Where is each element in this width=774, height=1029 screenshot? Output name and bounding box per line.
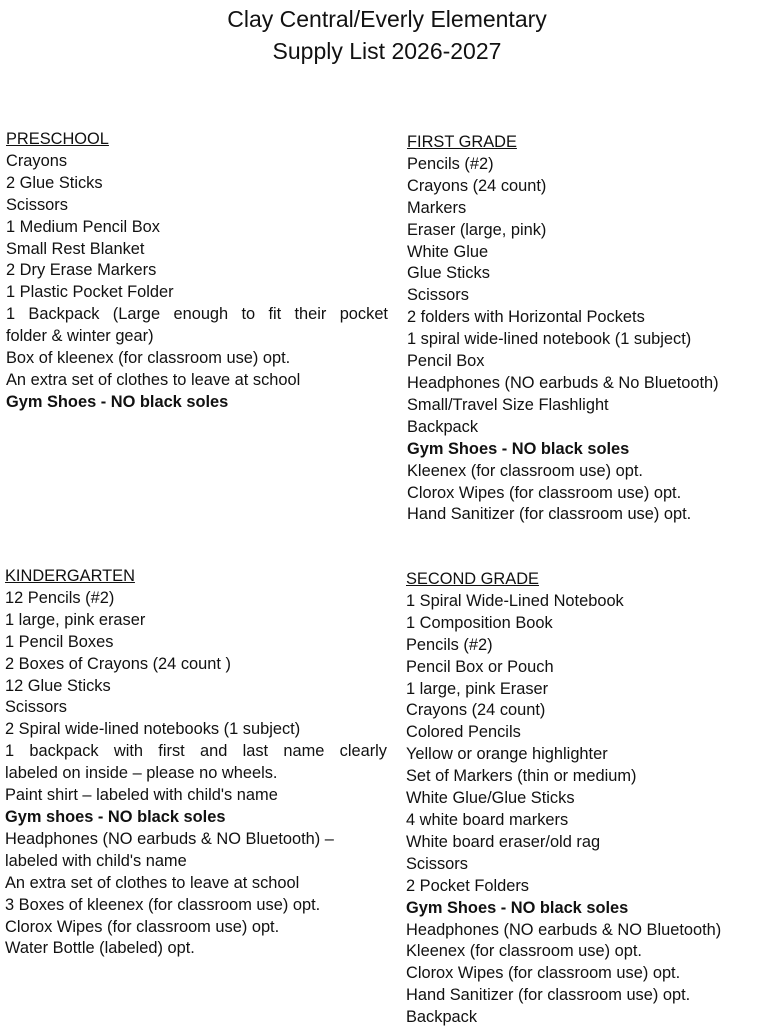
list-item: Gym Shoes - NO black soles xyxy=(407,439,630,458)
list-item: Pencil Box xyxy=(407,352,485,371)
list-item: White Glue xyxy=(407,242,489,261)
supply-list xyxy=(406,591,770,1029)
list-item: 1 Backpack (Large enough to fit their pocket xyxy=(6,305,388,324)
list-item: 2 Pocket Folders xyxy=(406,876,529,895)
page-title: Clay Central/Everly Elementary xyxy=(227,6,547,32)
supply-list xyxy=(5,588,387,960)
list-item: 12 Pencils (#2) xyxy=(5,588,115,607)
list-item: 2 Spiral wide-lined notebooks (1 subject) xyxy=(5,720,301,739)
list-item: Yellow or orange highlighter xyxy=(406,745,608,764)
list-item: 2 Glue Sticks xyxy=(6,173,103,192)
list-item: Headphones (NO earbuds & NO Bluetooth) – xyxy=(5,829,334,848)
list-item: Backpack xyxy=(407,417,479,436)
list-item: 1 Spiral Wide-Lined Notebook xyxy=(406,591,624,610)
list-item: An extra set of clothes to leave at school xyxy=(6,370,301,389)
list-item: Water Bottle (labeled) opt. xyxy=(5,939,195,958)
list-item: 1 large, pink eraser xyxy=(5,610,146,629)
list-item: Small/Travel Size Flashlight xyxy=(407,395,609,414)
list-item: White Glue/Glue Sticks xyxy=(406,789,575,808)
supply-list xyxy=(407,154,769,526)
list-item: Eraser (large, pink) xyxy=(407,220,547,239)
list-item: 1 Pencil Boxes xyxy=(5,632,114,651)
list-item: Kleenex (for classroom use) opt. xyxy=(407,461,643,480)
kindergarten-section xyxy=(5,566,387,960)
list-item: Kleenex (for classroom use) opt. xyxy=(406,942,642,961)
list-item: labeled on inside – please no wheels. xyxy=(5,764,278,783)
list-item: Paint shirt – labeled with child's name xyxy=(5,786,278,805)
list-item: Hand Sanitizer (for classroom use) opt. xyxy=(407,505,692,524)
list-item: Clorox Wipes (for classroom use) opt. xyxy=(407,483,682,502)
list-item: Hand Sanitizer (for classroom use) opt. xyxy=(406,986,691,1005)
list-item: Headphones (NO earbuds & NO Bluetooth) xyxy=(406,920,722,939)
list-item: Gym Shoes - NO black soles xyxy=(6,392,229,411)
list-item: Crayons (24 count) xyxy=(406,701,546,720)
list-item: Clorox Wipes (for classroom use) opt. xyxy=(406,964,681,983)
list-item: 1 large, pink Eraser xyxy=(406,679,549,698)
list-item: Small Rest Blanket xyxy=(6,239,145,258)
list-item: Scissors xyxy=(406,854,468,873)
list-item: folder & winter gear) xyxy=(6,327,154,346)
section-heading: KINDERGARTEN xyxy=(5,567,135,585)
list-item: Pencils (#2) xyxy=(406,635,493,654)
list-item: Crayons (24 count) xyxy=(407,176,547,195)
list-item: White board eraser/old rag xyxy=(406,832,601,851)
first-grade-section xyxy=(407,132,769,526)
list-item: Scissors xyxy=(5,698,67,717)
list-item: 3 Boxes of kleenex (for classroom use) opt. xyxy=(5,895,321,914)
section-heading: SECOND GRADE xyxy=(406,570,539,588)
supply-list xyxy=(6,151,388,414)
page-subtitle: Supply List 2026-2027 xyxy=(272,38,502,64)
list-item: Headphones (NO earbuds & No Bluetooth) xyxy=(407,373,719,392)
list-item: 2 Boxes of Crayons (24 count ) xyxy=(5,654,231,673)
list-item: Markers xyxy=(407,198,467,217)
list-item: An extra set of clothes to leave at school xyxy=(5,873,300,892)
list-item: Set of Markers (thin or medium) xyxy=(406,767,637,786)
list-item: 1 Medium Pencil Box xyxy=(6,217,160,236)
list-item: Glue Sticks xyxy=(407,264,490,283)
list-item: Gym shoes - NO black soles xyxy=(5,807,226,826)
section-heading: PRESCHOOL xyxy=(6,130,109,148)
list-item: Gym Shoes - NO black soles xyxy=(406,898,629,917)
list-item: Scissors xyxy=(407,286,469,305)
list-item: Box of kleenex (for classroom use) opt. xyxy=(6,349,291,368)
list-item: Pencil Box or Pouch xyxy=(406,657,554,676)
list-item: Backpack xyxy=(406,1008,478,1027)
list-item: 12 Glue Sticks xyxy=(5,676,111,695)
list-item: labeled with child's name xyxy=(5,851,187,870)
list-item: 1 Composition Book xyxy=(406,613,553,632)
list-item: 2 folders with Horizontal Pockets xyxy=(407,308,645,327)
list-item: Pencils (#2) xyxy=(407,154,494,173)
list-item: 4 white board markers xyxy=(406,810,569,829)
list-item: 2 Dry Erase Markers xyxy=(6,261,157,280)
list-item: Scissors xyxy=(6,195,68,214)
list-item: 1 Plastic Pocket Folder xyxy=(6,283,174,302)
list-item: Clorox Wipes (for classroom use) opt. xyxy=(5,917,280,936)
preschool-section xyxy=(6,129,388,414)
list-item: 1 backpack with first and last name clearly xyxy=(5,742,387,761)
list-item: Crayons xyxy=(6,151,68,170)
section-heading: FIRST GRADE xyxy=(407,133,517,151)
list-item: Colored Pencils xyxy=(406,723,521,742)
list-item: 1 spiral wide-lined notebook (1 subject) xyxy=(407,330,692,349)
second-grade-section xyxy=(406,569,770,1029)
